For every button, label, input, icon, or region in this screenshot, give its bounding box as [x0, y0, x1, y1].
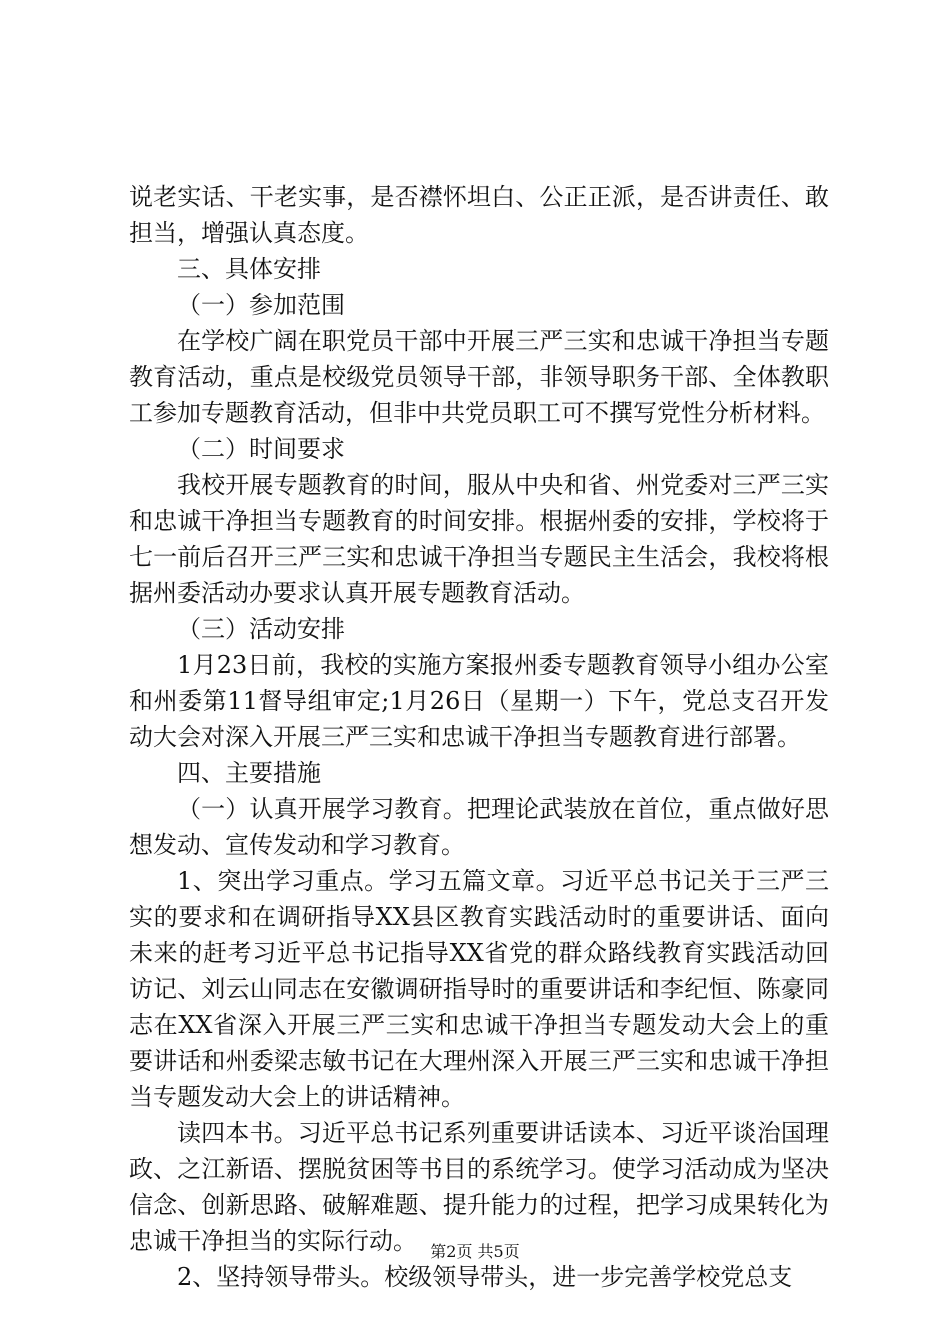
- paragraph: 2、坚持领导带头。校级领导带头，进一步完善学校党总支: [177, 1263, 793, 1291]
- paragraph: 1月23日前，我校的实施方案报州委专题教育领导小组办公室和州委第11督导组审定;1月26日（星期一）下午，党总支召开发动大会对深入开展三严三实和忠诚干净担当专题教育进行部署。: [129, 651, 829, 751]
- paragraph: （一）认真开展学习教育。把理论武装放在首位，重点做好思想发动、宣传发动和学习教育。: [129, 795, 829, 859]
- document-body: [129, 179, 829, 1295]
- paragraph: 读四本书。习近平总书记系列重要讲话读本、习近平谈治国理政、之江新语、摆脱贫困等书目的系统学习。使学习活动成为坚决信念、创新思路、破解难题、提升能力的过程，把学习成果转化为忠诚干净担当的实际行动。: [129, 1119, 829, 1255]
- paragraph: 在学校广阔在职党员干部中开展三严三实和忠诚干净担当专题教育活动，重点是校级党员领导干部，非领导职务干部、全体教职工参加专题教育活动，但非中共党员职工可不撰写党性分析材料。: [129, 327, 829, 427]
- paragraph: （三）活动安排: [177, 615, 345, 643]
- page-number-label: 第2页 共5页: [430, 1242, 520, 1261]
- paragraph: （一）参加范围: [177, 291, 345, 319]
- paragraph: 我校开展专题教育的时间，服从中央和省、州党委对三严三实和忠诚干净担当专题教育的时间安排。根据州委的安排，学校将于七一前后召开三严三实和忠诚干净担当专题民主生活会，我校将根据州委活动办要求认真开展专题教育活动。: [129, 471, 829, 607]
- paragraph: 说老实话、干老实事，是否襟怀坦白、公正正派，是否讲责任、敢担当，增强认真态度。: [129, 183, 829, 247]
- paragraph: （二）时间要求: [177, 435, 345, 463]
- paragraph: 三、具体安排: [177, 255, 321, 283]
- page-footer: [0, 1242, 950, 1262]
- paragraph: 1、突出学习重点。学习五篇文章。习近平总书记关于三严三实的要求和在调研指导XX县区教育实践活动时的重要讲话、面向未来的赶考习近平总书记指导XX省党的群众路线教育实践活动回访记、刘云山同志在安徽调研指导时的重要讲话和李纪恒、陈豪同志在XX省深入开展三严三实和忠诚干净担当专题发动大会上的重要讲话和州委梁志敏书记在大理州深入开展三严三实和忠诚干净担当专题发动大会上的讲话精神。: [129, 867, 829, 1111]
- paragraph: 四、主要措施: [177, 759, 321, 787]
